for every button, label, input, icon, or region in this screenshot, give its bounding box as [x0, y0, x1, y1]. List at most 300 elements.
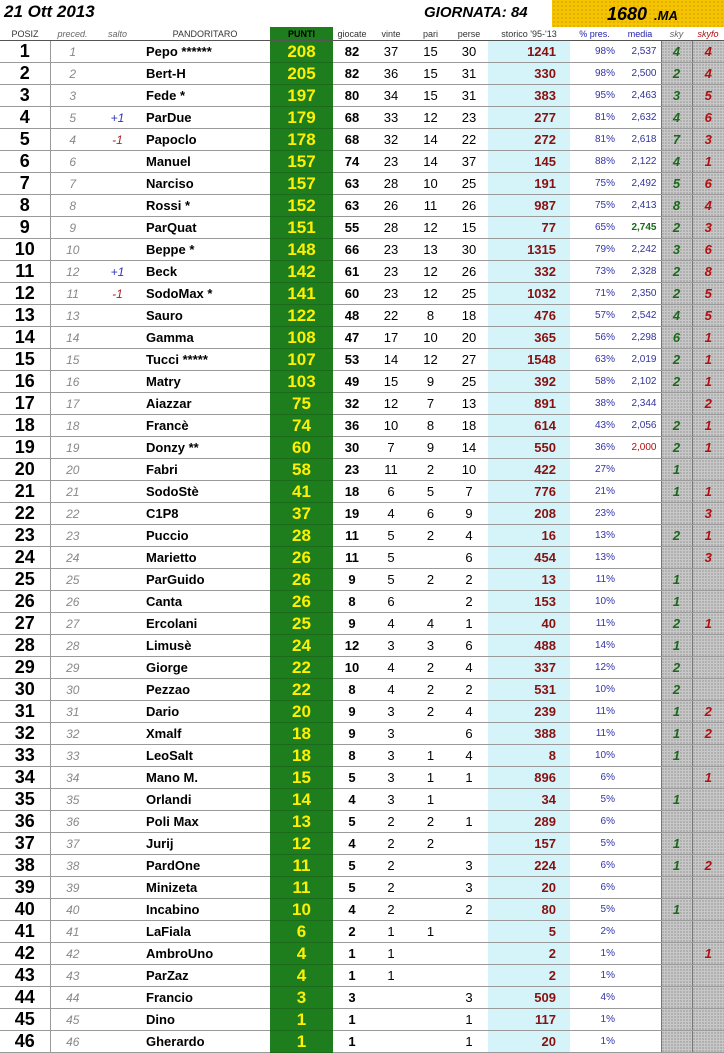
- previous-position-cell: 32: [50, 723, 95, 745]
- presence-cell: 10%: [570, 591, 619, 613]
- historic-cell: 776: [488, 481, 570, 503]
- draw-cell: [411, 1009, 450, 1031]
- presence-cell: 10%: [570, 745, 619, 767]
- table-row: [0, 701, 724, 723]
- presence-cell: 63%: [570, 349, 619, 371]
- points-cell: 122: [270, 305, 333, 327]
- col-skyfo: skyfo: [692, 27, 724, 41]
- won-cell: 23: [371, 151, 411, 173]
- historic-cell: 337: [488, 657, 570, 679]
- lost-cell: 30: [450, 239, 488, 261]
- player-name-cell: Xmalf: [140, 723, 270, 745]
- previous-position-cell: 37: [50, 833, 95, 855]
- average-cell: [619, 943, 661, 965]
- table-row: [0, 679, 724, 701]
- jump-cell: [95, 525, 140, 547]
- draw-cell: 7: [411, 393, 450, 415]
- skyfo-cell: 1: [692, 327, 724, 349]
- lost-cell: 6: [450, 635, 488, 657]
- historic-cell: 1241: [488, 41, 570, 63]
- previous-position-cell: 22: [50, 503, 95, 525]
- draw-cell: 6: [411, 503, 450, 525]
- average-cell: 2,122: [619, 151, 661, 173]
- table-row: [0, 437, 724, 459]
- draw-cell: [411, 591, 450, 613]
- sky-cell: 3: [661, 85, 692, 107]
- jump-cell: [95, 415, 140, 437]
- sky-cell: 4: [661, 107, 692, 129]
- won-cell: 4: [371, 657, 411, 679]
- skyfo-cell: [692, 591, 724, 613]
- draw-cell: 2: [411, 701, 450, 723]
- historic-cell: 20: [488, 877, 570, 899]
- average-cell: [619, 723, 661, 745]
- historic-cell: 153: [488, 591, 570, 613]
- position-cell: 1: [0, 41, 50, 63]
- sky-cell: 7: [661, 129, 692, 151]
- presence-cell: 1%: [570, 943, 619, 965]
- played-cell: 49: [333, 371, 371, 393]
- position-cell: 8: [0, 195, 50, 217]
- lost-cell: 1: [450, 1031, 488, 1053]
- col-pari: pari: [411, 27, 450, 41]
- position-cell: 18: [0, 415, 50, 437]
- played-cell: 9: [333, 613, 371, 635]
- presence-cell: 38%: [570, 393, 619, 415]
- jump-cell: [95, 965, 140, 987]
- skyfo-cell: 6: [692, 107, 724, 129]
- played-cell: 63: [333, 195, 371, 217]
- points-cell: 1: [270, 1009, 333, 1031]
- historic-cell: 383: [488, 85, 570, 107]
- skyfo-cell: 2: [692, 393, 724, 415]
- sky-cell: 4: [661, 41, 692, 63]
- won-cell: 34: [371, 85, 411, 107]
- lost-cell: [450, 965, 488, 987]
- giornata-number: 84: [510, 4, 528, 21]
- col-pres: % pres.: [570, 27, 619, 41]
- average-cell: 2,328: [619, 261, 661, 283]
- played-cell: 68: [333, 107, 371, 129]
- sky-cell: [661, 1031, 692, 1053]
- points-cell: 197: [270, 85, 333, 107]
- player-name-cell: Fede *: [140, 85, 270, 107]
- average-cell: [619, 745, 661, 767]
- position-cell: 28: [0, 635, 50, 657]
- lost-cell: 1: [450, 767, 488, 789]
- sky-cell: [661, 503, 692, 525]
- lost-cell: 1: [450, 811, 488, 833]
- previous-position-cell: 16: [50, 371, 95, 393]
- col-salto: salto: [95, 27, 140, 41]
- player-name-cell: Beppe *: [140, 239, 270, 261]
- points-cell: 26: [270, 591, 333, 613]
- presence-cell: 27%: [570, 459, 619, 481]
- presence-cell: 56%: [570, 327, 619, 349]
- jump-cell: [95, 921, 140, 943]
- sky-cell: 1: [661, 855, 692, 877]
- col-preced: preced.: [50, 27, 95, 41]
- points-cell: 74: [270, 415, 333, 437]
- average-cell: 2,542: [619, 305, 661, 327]
- historic-cell: 239: [488, 701, 570, 723]
- points-cell: 22: [270, 679, 333, 701]
- played-cell: 18: [333, 481, 371, 503]
- skyfo-cell: [692, 459, 724, 481]
- played-cell: 36: [333, 415, 371, 437]
- lost-cell: 3: [450, 987, 488, 1009]
- historic-cell: 896: [488, 767, 570, 789]
- points-cell: 205: [270, 63, 333, 85]
- won-cell: 15: [371, 371, 411, 393]
- sky-cell: [661, 767, 692, 789]
- historic-cell: 16: [488, 525, 570, 547]
- played-cell: 4: [333, 899, 371, 921]
- lost-cell: 3: [450, 855, 488, 877]
- player-name-cell: Rossi *: [140, 195, 270, 217]
- col-vinte: vinte: [371, 27, 411, 41]
- points-cell: 11: [270, 877, 333, 899]
- average-cell: [619, 569, 661, 591]
- presence-cell: 1%: [570, 1009, 619, 1031]
- historic-cell: 891: [488, 393, 570, 415]
- skyfo-cell: 1: [692, 613, 724, 635]
- average-cell: [619, 525, 661, 547]
- sky-cell: 2: [661, 613, 692, 635]
- lost-cell: 2: [450, 569, 488, 591]
- table-row: [0, 745, 724, 767]
- table-row: [0, 63, 724, 85]
- table-row: [0, 569, 724, 591]
- draw-cell: 15: [411, 63, 450, 85]
- player-name-cell: Dario: [140, 701, 270, 723]
- sky-cell: 2: [661, 415, 692, 437]
- position-cell: 19: [0, 437, 50, 459]
- skyfo-cell: [692, 1031, 724, 1053]
- jump-cell: [95, 833, 140, 855]
- lost-cell: 18: [450, 305, 488, 327]
- points-cell: 14: [270, 789, 333, 811]
- table-row: [0, 107, 724, 129]
- played-cell: 60: [333, 283, 371, 305]
- previous-position-cell: 27: [50, 613, 95, 635]
- giornata-label: [424, 4, 528, 21]
- draw-cell: 13: [411, 239, 450, 261]
- sky-cell: 1: [661, 481, 692, 503]
- points-cell: 179: [270, 107, 333, 129]
- played-cell: 32: [333, 393, 371, 415]
- ma-suffix: .MA: [654, 8, 678, 23]
- player-name-cell: Orlandi: [140, 789, 270, 811]
- historic-cell: 20: [488, 1031, 570, 1053]
- previous-position-cell: 33: [50, 745, 95, 767]
- skyfo-cell: [692, 679, 724, 701]
- player-name-cell: Donzy **: [140, 437, 270, 459]
- won-cell: 23: [371, 283, 411, 305]
- table-row: [0, 283, 724, 305]
- skyfo-cell: 2: [692, 701, 724, 723]
- won-cell: 3: [371, 701, 411, 723]
- average-cell: [619, 591, 661, 613]
- lost-cell: 25: [450, 283, 488, 305]
- previous-position-cell: 6: [50, 151, 95, 173]
- played-cell: 4: [333, 789, 371, 811]
- table-row: [0, 1031, 724, 1053]
- jump-cell: [95, 393, 140, 415]
- presence-cell: 10%: [570, 679, 619, 701]
- skyfo-cell: 2: [692, 723, 724, 745]
- draw-cell: [411, 943, 450, 965]
- sky-cell: 8: [661, 195, 692, 217]
- historic-cell: 531: [488, 679, 570, 701]
- lost-cell: 6: [450, 547, 488, 569]
- historic-cell: 277: [488, 107, 570, 129]
- jump-cell: [95, 1031, 140, 1053]
- jump-cell: [95, 701, 140, 723]
- presence-cell: 11%: [570, 613, 619, 635]
- skyfo-cell: 1: [692, 943, 724, 965]
- sky-cell: 1: [661, 701, 692, 723]
- presence-cell: 88%: [570, 151, 619, 173]
- position-cell: 40: [0, 899, 50, 921]
- lost-cell: 9: [450, 503, 488, 525]
- previous-position-cell: 21: [50, 481, 95, 503]
- previous-position-cell: 39: [50, 877, 95, 899]
- won-cell: 36: [371, 63, 411, 85]
- table-row: [0, 943, 724, 965]
- player-name-cell: LeoSalt: [140, 745, 270, 767]
- presence-cell: 12%: [570, 657, 619, 679]
- points-cell: 152: [270, 195, 333, 217]
- points-cell: 3: [270, 987, 333, 1009]
- table-row: [0, 239, 724, 261]
- previous-position-cell: 2: [50, 63, 95, 85]
- lost-cell: [450, 833, 488, 855]
- jump-cell: -1: [95, 283, 140, 305]
- skyfo-cell: [692, 921, 724, 943]
- previous-position-cell: 25: [50, 569, 95, 591]
- position-cell: 45: [0, 1009, 50, 1031]
- presence-cell: 13%: [570, 525, 619, 547]
- played-cell: 1: [333, 1009, 371, 1031]
- table-row: [0, 173, 724, 195]
- played-cell: 19: [333, 503, 371, 525]
- played-cell: 47: [333, 327, 371, 349]
- player-name-cell: Puccio: [140, 525, 270, 547]
- lost-cell: 1: [450, 613, 488, 635]
- position-cell: 20: [0, 459, 50, 481]
- draw-cell: 1: [411, 767, 450, 789]
- points-cell: 6: [270, 921, 333, 943]
- won-cell: 5: [371, 569, 411, 591]
- jump-cell: [95, 657, 140, 679]
- won-cell: 4: [371, 613, 411, 635]
- draw-cell: 8: [411, 305, 450, 327]
- draw-cell: [411, 965, 450, 987]
- draw-cell: 2: [411, 459, 450, 481]
- previous-position-cell: 38: [50, 855, 95, 877]
- played-cell: 66: [333, 239, 371, 261]
- skyfo-cell: 1: [692, 415, 724, 437]
- average-cell: 2,298: [619, 327, 661, 349]
- points-cell: 108: [270, 327, 333, 349]
- jump-cell: [95, 789, 140, 811]
- points-cell: 26: [270, 569, 333, 591]
- position-cell: 38: [0, 855, 50, 877]
- presence-cell: 98%: [570, 63, 619, 85]
- lost-cell: 30: [450, 41, 488, 63]
- skyfo-cell: [692, 789, 724, 811]
- player-name-cell: Ercolani: [140, 613, 270, 635]
- won-cell: 2: [371, 833, 411, 855]
- won-cell: 17: [371, 327, 411, 349]
- skyfo-cell: 1: [692, 151, 724, 173]
- skyfo-cell: [692, 1009, 724, 1031]
- position-cell: 14: [0, 327, 50, 349]
- draw-cell: 5: [411, 481, 450, 503]
- position-cell: 37: [0, 833, 50, 855]
- points-cell: 11: [270, 855, 333, 877]
- table-row: [0, 547, 724, 569]
- sky-cell: 1: [661, 833, 692, 855]
- previous-position-cell: 42: [50, 943, 95, 965]
- jump-cell: [95, 613, 140, 635]
- sky-cell: [661, 393, 692, 415]
- average-cell: 2,019: [619, 349, 661, 371]
- sky-cell: 2: [661, 679, 692, 701]
- won-cell: 32: [371, 129, 411, 151]
- sky-cell: 5: [661, 173, 692, 195]
- player-name-cell: Giorge: [140, 657, 270, 679]
- sky-cell: 1: [661, 723, 692, 745]
- played-cell: 9: [333, 569, 371, 591]
- played-cell: 8: [333, 745, 371, 767]
- position-cell: 4: [0, 107, 50, 129]
- skyfo-cell: 2: [692, 855, 724, 877]
- skyfo-cell: 1: [692, 525, 724, 547]
- played-cell: 48: [333, 305, 371, 327]
- won-cell: 6: [371, 591, 411, 613]
- jump-cell: [95, 855, 140, 877]
- top-header: [0, 0, 724, 27]
- sky-cell: 2: [661, 371, 692, 393]
- played-cell: 3: [333, 987, 371, 1009]
- sky-cell: 2: [661, 349, 692, 371]
- won-cell: 1: [371, 921, 411, 943]
- sky-cell: [661, 921, 692, 943]
- draw-cell: [411, 855, 450, 877]
- points-cell: 75: [270, 393, 333, 415]
- won-cell: 2: [371, 811, 411, 833]
- won-cell: 2: [371, 877, 411, 899]
- average-cell: [619, 679, 661, 701]
- jump-cell: [95, 635, 140, 657]
- sky-cell: [661, 1009, 692, 1031]
- played-cell: 12: [333, 635, 371, 657]
- jump-cell: [95, 239, 140, 261]
- jump-cell: [95, 811, 140, 833]
- table-row: [0, 657, 724, 679]
- previous-position-cell: 24: [50, 547, 95, 569]
- player-name-cell: Francè: [140, 415, 270, 437]
- table-row: [0, 789, 724, 811]
- lost-cell: 37: [450, 151, 488, 173]
- table-row: [0, 833, 724, 855]
- presence-cell: 11%: [570, 723, 619, 745]
- presence-cell: 23%: [570, 503, 619, 525]
- historic-cell: 2: [488, 943, 570, 965]
- position-cell: 35: [0, 789, 50, 811]
- won-cell: 1: [371, 943, 411, 965]
- sky-cell: 4: [661, 305, 692, 327]
- table-row: [0, 349, 724, 371]
- sky-cell: 2: [661, 525, 692, 547]
- lost-cell: 3: [450, 877, 488, 899]
- points-cell: 157: [270, 151, 333, 173]
- giornata-text: GIORNATA:: [424, 4, 507, 21]
- ma-value: 1680: [607, 4, 648, 24]
- position-cell: 13: [0, 305, 50, 327]
- played-cell: 1: [333, 943, 371, 965]
- previous-position-cell: 28: [50, 635, 95, 657]
- lost-cell: 18: [450, 415, 488, 437]
- average-cell: 2,413: [619, 195, 661, 217]
- lost-cell: [450, 921, 488, 943]
- jump-cell: [95, 569, 140, 591]
- lost-cell: 31: [450, 85, 488, 107]
- lost-cell: 26: [450, 195, 488, 217]
- points-cell: 18: [270, 723, 333, 745]
- previous-position-cell: 26: [50, 591, 95, 613]
- lost-cell: 2: [450, 591, 488, 613]
- skyfo-cell: 6: [692, 173, 724, 195]
- won-cell: 23: [371, 239, 411, 261]
- col-sky: sky: [661, 27, 692, 41]
- presence-cell: 1%: [570, 1031, 619, 1053]
- position-cell: 22: [0, 503, 50, 525]
- sky-cell: 1: [661, 459, 692, 481]
- historic-cell: 289: [488, 811, 570, 833]
- average-cell: 2,056: [619, 415, 661, 437]
- skyfo-cell: 5: [692, 305, 724, 327]
- average-cell: [619, 547, 661, 569]
- lost-cell: 15: [450, 217, 488, 239]
- presence-cell: 4%: [570, 987, 619, 1009]
- historic-cell: 332: [488, 261, 570, 283]
- won-cell: 1: [371, 965, 411, 987]
- table-row: [0, 41, 724, 63]
- historic-cell: 40: [488, 613, 570, 635]
- previous-position-cell: 46: [50, 1031, 95, 1053]
- points-cell: 151: [270, 217, 333, 239]
- previous-position-cell: 35: [50, 789, 95, 811]
- skyfo-cell: 3: [692, 547, 724, 569]
- position-cell: 12: [0, 283, 50, 305]
- historic-cell: 388: [488, 723, 570, 745]
- player-name-cell: LaFiala: [140, 921, 270, 943]
- lost-cell: 23: [450, 107, 488, 129]
- historic-cell: 8: [488, 745, 570, 767]
- previous-position-cell: 31: [50, 701, 95, 723]
- points-cell: 41: [270, 481, 333, 503]
- average-cell: 2,344: [619, 393, 661, 415]
- table-row: [0, 965, 724, 987]
- draw-cell: 1: [411, 745, 450, 767]
- sky-cell: 2: [661, 217, 692, 239]
- played-cell: 74: [333, 151, 371, 173]
- player-name-cell: Aiazzar: [140, 393, 270, 415]
- draw-cell: [411, 877, 450, 899]
